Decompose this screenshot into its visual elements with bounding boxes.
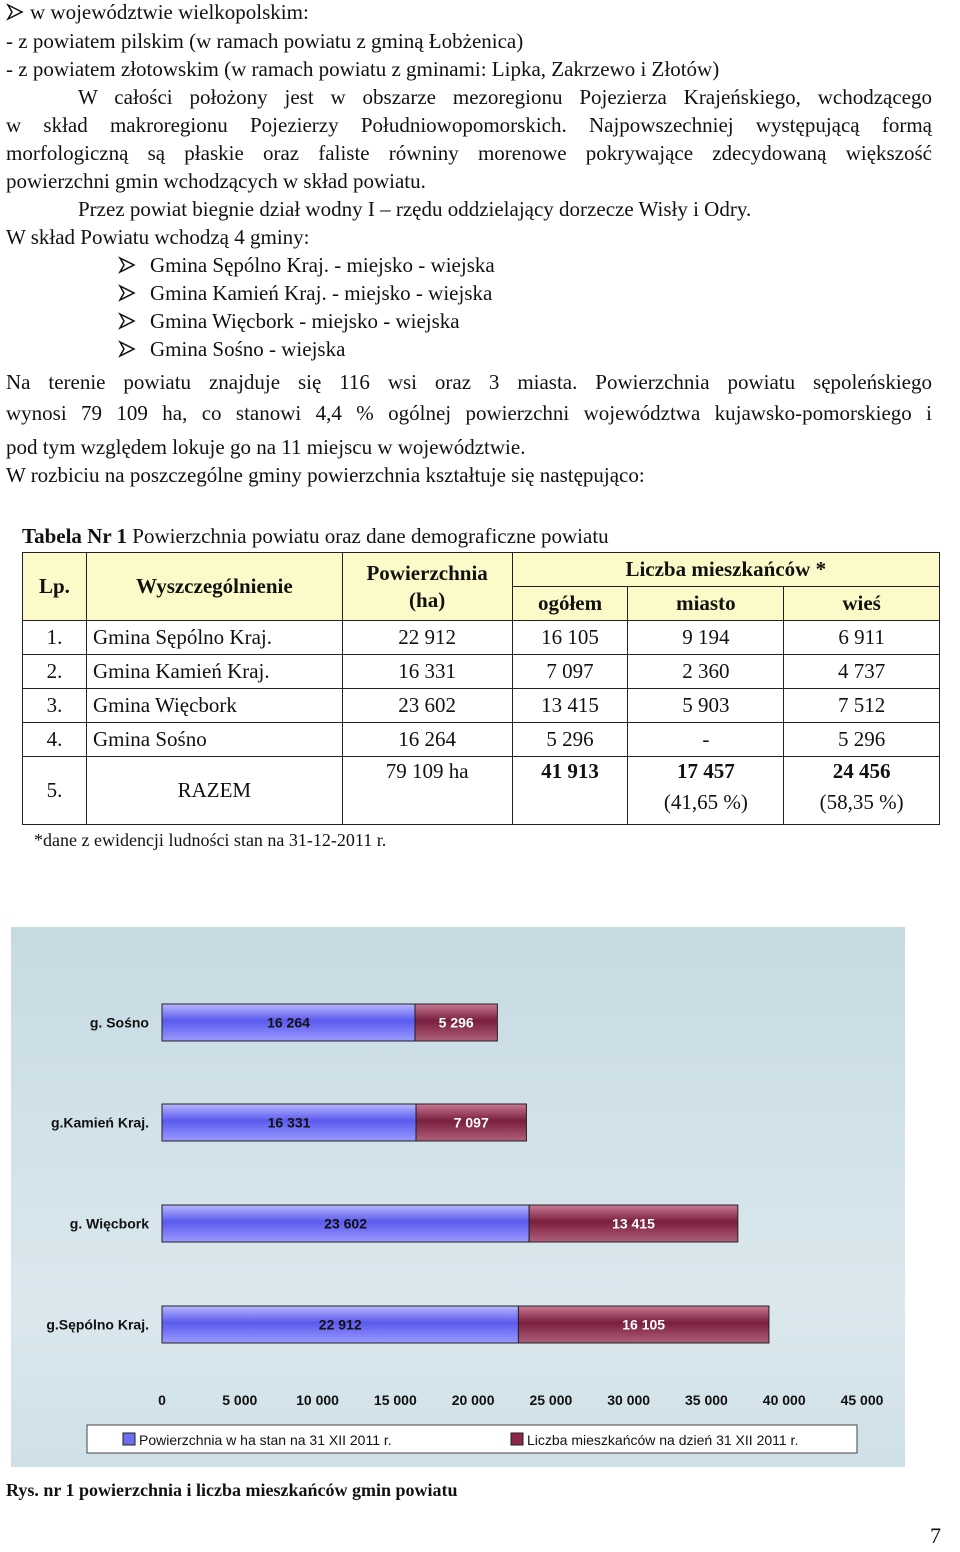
cell-city: 5 903 bbox=[628, 689, 784, 723]
arrow-bullet-icon bbox=[118, 307, 142, 335]
cell-area: 16 331 bbox=[342, 655, 512, 689]
cell-name: Gmina Więcbork bbox=[86, 689, 342, 723]
intro-line-11: wynosi 79 109 ha, co stanowi 4,4 % ogólnej powierzchni województwa kujawsko-pomorskiego i bbox=[6, 401, 932, 425]
data-label: 16 105 bbox=[622, 1316, 666, 1333]
legend-label: Powierzchnia w ha stan na 31 XII 2011 r. bbox=[139, 1432, 392, 1448]
data-table bbox=[22, 552, 940, 825]
intro-line-4: W całości położony jest w obszarze mezoregionu Pojezierza Krajeńskiego, wchodzącego bbox=[78, 85, 932, 109]
cell-lp: 2. bbox=[23, 655, 87, 689]
intro-line-3: - z powiatem złotowskim (w ramach powiatu z gminami: Lipka, Zakrzewo i Złotów) bbox=[6, 57, 720, 81]
data-label: 13 415 bbox=[612, 1215, 655, 1232]
tick-label: 5 000 bbox=[222, 1392, 258, 1408]
intro-line-10: Na terenie powiatu znajduje się 116 wsi oraz 3 miasta. Powierzchnia powiatu sępoleńskiego bbox=[6, 370, 932, 394]
cell-rural: 24 456 (58,35 %) bbox=[784, 757, 940, 825]
gmina-item: Gmina Sośno - wiejska bbox=[118, 335, 932, 363]
header-lp: Lp. bbox=[23, 553, 87, 621]
cell-city: 2 360 bbox=[628, 655, 784, 689]
table-row bbox=[23, 689, 940, 723]
cell-area: 16 264 bbox=[342, 723, 512, 757]
intro-line-1: w województwie wielkopolskim: bbox=[6, 0, 932, 26]
tick-label: 25 000 bbox=[529, 1392, 573, 1408]
tick-label: 40 000 bbox=[762, 1392, 806, 1408]
intro-line-8: Przez powiat biegnie dział wodny I – rzędu oddzielający dorzecze Wisły i Odry. bbox=[78, 197, 752, 221]
cell-rural: 4 737 bbox=[784, 655, 940, 689]
table-footnote: *dane z ewidencji ludności stan na 31-12-2011 r. bbox=[34, 830, 387, 850]
cell-lp: 4. bbox=[23, 723, 87, 757]
tick-label: 0 bbox=[158, 1392, 166, 1408]
cell-name: Gmina Kamień Kraj. bbox=[86, 655, 342, 689]
cell-area: 79 109 ha bbox=[342, 757, 512, 825]
intro-line-13: W rozbiciu na poszczególne gminy powierzchnia kształtuje się następująco: bbox=[6, 463, 645, 487]
category-label: g. Sośno bbox=[89, 1014, 149, 1031]
cell-name: RAZEM bbox=[86, 757, 342, 825]
legend-swatch bbox=[123, 1433, 135, 1445]
legend-swatch bbox=[511, 1433, 523, 1445]
category-label: g. Więcbork bbox=[69, 1215, 149, 1232]
cell-total: 16 105 bbox=[512, 621, 628, 655]
arrow-bullet-icon bbox=[118, 279, 142, 307]
category-label: g.Kamień Kraj. bbox=[50, 1114, 149, 1131]
table-row bbox=[23, 723, 940, 757]
cell-city: 17 457 (41,65 %) bbox=[628, 757, 784, 825]
cell-city: 9 194 bbox=[628, 621, 784, 655]
category-label: g.Sępólno Kraj. bbox=[46, 1316, 149, 1333]
header-population: Liczba mieszkańców * bbox=[512, 553, 939, 587]
tick-label: 30 000 bbox=[607, 1392, 651, 1408]
legend-label: Liczba mieszkańców na dzień 31 XII 2011 r. bbox=[527, 1432, 799, 1448]
header-city: miasto bbox=[628, 587, 784, 621]
chart-svg bbox=[11, 927, 905, 1467]
header-total: ogółem bbox=[512, 587, 628, 621]
gmina-item: Gmina Kamień Kraj. - miejsko - wiejska bbox=[118, 279, 932, 307]
data-label: 7 097 bbox=[453, 1114, 489, 1131]
cell-lp: 1. bbox=[23, 621, 87, 655]
header-area: Powierzchnia (ha) bbox=[342, 553, 512, 621]
arrow-bullet-icon bbox=[118, 335, 142, 363]
page-number: 7 bbox=[930, 1523, 941, 1548]
data-label: 16 331 bbox=[267, 1114, 311, 1131]
header-name: Wyszczególnienie bbox=[86, 553, 342, 621]
intro-line-2: - z powiatem pilskim (w ramach powiatu z gminą Łobżenica) bbox=[6, 29, 524, 53]
cell-rural: 5 296 bbox=[784, 723, 940, 757]
intro-line-5: w skład makroregionu Pojezierzy Południowopomorskich. Najpowszechniej występującą formą bbox=[6, 113, 932, 137]
intro-line-6: morfologiczną są płaskie oraz faliste równiny morenowe pokrywające zdecydowaną większość bbox=[6, 141, 932, 165]
arrow-bullet-icon bbox=[6, 0, 30, 26]
gmina-item: Gmina Więcbork - miejsko - wiejska bbox=[118, 307, 932, 335]
intro-line-12: pod tym względem lokuje go na 11 miejscu w województwie. bbox=[6, 435, 526, 459]
cell-rural: 6 911 bbox=[784, 621, 940, 655]
data-label: 22 912 bbox=[318, 1316, 362, 1333]
bar-chart bbox=[11, 927, 905, 1467]
intro-line-9: W skład Powiatu wchodzą 4 gminy: bbox=[6, 225, 310, 249]
cell-total: 7 097 bbox=[512, 655, 628, 689]
cell-lp: 3. bbox=[23, 689, 87, 723]
tick-label: 20 000 bbox=[451, 1392, 495, 1408]
figure-caption: Rys. nr 1 powierzchnia i liczba mieszkańców gmin powiatu bbox=[6, 1480, 458, 1500]
tick-label: 10 000 bbox=[296, 1392, 339, 1408]
tick-label: 15 000 bbox=[373, 1392, 417, 1408]
cell-rural: 7 512 bbox=[784, 689, 940, 723]
table-row bbox=[23, 655, 940, 689]
header-rural: wieś bbox=[784, 587, 940, 621]
cell-area: 22 912 bbox=[342, 621, 512, 655]
cell-total: 5 296 bbox=[512, 723, 628, 757]
tick-label: 35 000 bbox=[685, 1392, 728, 1408]
data-label: 5 296 bbox=[438, 1014, 474, 1031]
data-label: 23 602 bbox=[324, 1215, 367, 1232]
table-row bbox=[23, 621, 940, 655]
cell-total: 13 415 bbox=[512, 689, 628, 723]
intro-line-7: powierzchni gmin wchodzących w skład powiatu. bbox=[6, 169, 426, 193]
cell-name: Gmina Sępólno Kraj. bbox=[86, 621, 342, 655]
cell-total: 41 913 bbox=[512, 757, 628, 825]
tick-label: 45 000 bbox=[840, 1392, 884, 1408]
gmina-item: Gmina Sępólno Kraj. - miejsko - wiejska bbox=[118, 251, 932, 279]
cell-area: 23 602 bbox=[342, 689, 512, 723]
table-caption: Tabela Nr 1 Powierzchnia powiatu oraz dane demograficzne powiatu bbox=[22, 524, 609, 548]
data-label: 16 264 bbox=[267, 1014, 310, 1031]
cell-name: Gmina Sośno bbox=[86, 723, 342, 757]
table-sum-row bbox=[23, 757, 940, 825]
arrow-bullet-icon bbox=[118, 251, 142, 279]
cell-lp: 5. bbox=[23, 757, 87, 825]
table-header-row bbox=[23, 553, 940, 587]
cell-city: - bbox=[628, 723, 784, 757]
